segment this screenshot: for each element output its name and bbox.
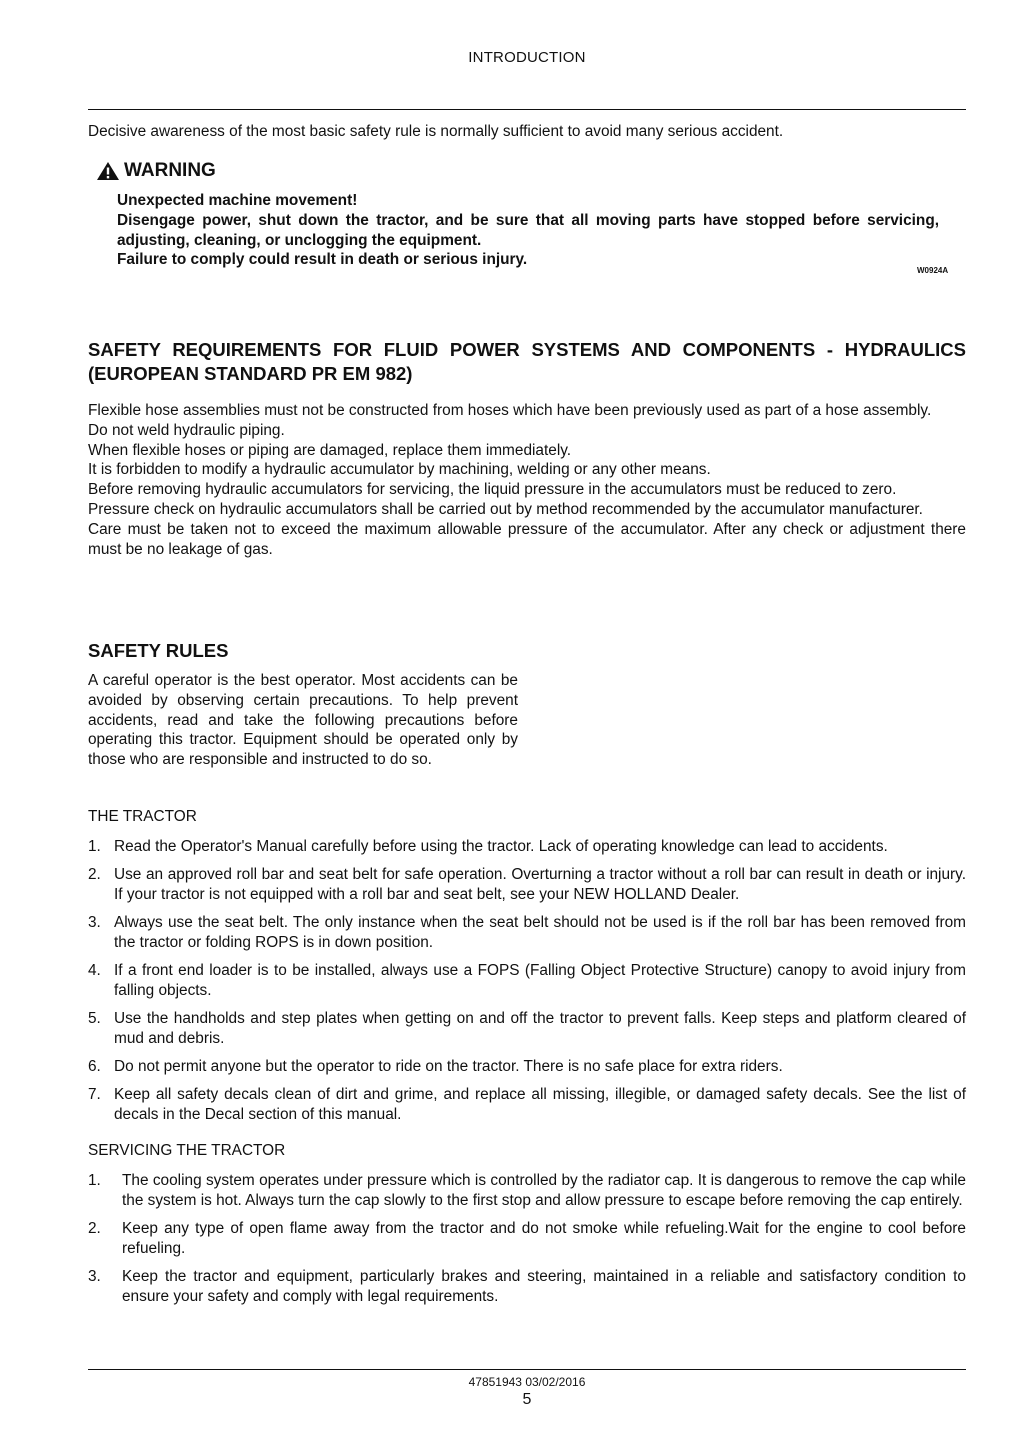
safety-rules-intro: A careful operator is the best operator. Most accidents can be avoided by observing certain precautions. To help prevent accidents, read and take the following precautions before operating this tractor. Equipment should be operated only by those who are responsible and instructed to do so. (88, 672, 518, 769)
list-item (88, 865, 966, 905)
intro-paragraph: Decisive awareness of the most basic safety rule is normally sufficient to avoid many serious accident. (88, 123, 784, 140)
list-item (88, 1267, 966, 1307)
warning-line: Disengage power, shut down the tractor, and be sure that all moving parts have stopped before servicing, adjusting, cleaning, or unclogging the equipment. (117, 211, 939, 249)
list-item (88, 1009, 966, 1049)
list-item (88, 1085, 966, 1125)
page-number: 5 (522, 1391, 532, 1408)
item-number: 5. (88, 1010, 101, 1028)
header-divider (88, 109, 966, 110)
fluid-power-paragraph: Do not weld hydraulic piping. (88, 421, 285, 439)
warning-triangle-icon (96, 161, 120, 181)
fluid-power-paragraph: Before removing hydraulic accumulators for servicing, the liquid pressure in the accumulators must be reduced to zero. (88, 481, 897, 499)
item-text: Keep the tractor and equipment, particularly brakes and steering, maintained in a reliable and satisfactory condition to ensure your safety and comply with legal requirements. (122, 1267, 966, 1305)
list-item (88, 1171, 966, 1211)
item-text: Always use the seat belt. The only instance when the seat belt should not be used is if the roll bar has been removed from the tractor or folding ROPS is in down position. (114, 914, 966, 951)
item-text: Read the Operator's Manual carefully before using the tractor. Lack of operating knowledge can lead to accidents. (114, 838, 888, 855)
footer-doc-reference: 47851943 03/02/2016 (468, 1375, 586, 1389)
item-number: 4. (88, 962, 101, 980)
list-item (88, 961, 966, 1001)
warning-line: Unexpected machine movement! (117, 192, 358, 209)
item-number: 6. (88, 1058, 101, 1076)
fluid-power-paragraph: Care must be taken not to exceed the maximum allowable pressure of the accumulator. After any check or adjustment there must be no leakage of gas. (88, 520, 966, 558)
item-text: Keep all safety decals clean of dirt and grime, and replace all missing, illegible, or damaged safety decals. See the list of decals in the Decal section of this manual. (114, 1086, 966, 1124)
fluid-power-paragraph: Flexible hose assemblies must not be constructed from hoses which have been previously used as part of a hose assembly. (88, 402, 932, 419)
fluid-power-paragraph: It is forbidden to modify a hydraulic accumulator by machining, welding or any other means. (88, 461, 711, 479)
item-text: The cooling system operates under pressure which is controlled by the radiator cap. It is dangerous to remove the cap while the system is hot. Always turn the cap slowly to the first stop and allow pressure to escape before removing the cap entirely. (122, 1172, 966, 1209)
item-number: 3. (88, 1267, 101, 1285)
warning-label: WARNING (124, 160, 216, 181)
fluid-power-heading: SAFETY REQUIREMENTS FOR FLUID POWER SYSTEMS AND COMPONENTS - HYDRAULICS (EUROPEAN STANDARD PR EM 982) (88, 339, 966, 384)
item-number: 7. (88, 1086, 101, 1104)
page-header-title: INTRODUCTION (468, 49, 586, 66)
item-number: 1. (88, 838, 101, 855)
fluid-power-paragraph: Pressure check on hydraulic accumulators shall be carried out by method recommended by the accumulator manufacturer. (88, 500, 923, 518)
footer-divider (88, 1369, 966, 1370)
servicing-subheading: SERVICING THE TRACTOR (88, 1142, 286, 1159)
warning-title (96, 160, 216, 182)
item-number: 2. (88, 1219, 101, 1237)
list-item (88, 1057, 966, 1077)
list-item (88, 913, 966, 953)
tractor-list (88, 837, 966, 1133)
item-number: 2. (88, 866, 101, 884)
item-number: 3. (88, 914, 101, 932)
fluid-power-body (88, 401, 966, 559)
list-item (88, 1219, 966, 1259)
item-number: 1. (88, 1172, 101, 1189)
servicing-list (88, 1171, 966, 1315)
list-item (88, 837, 966, 857)
item-text: If a front end loader is to be installed, always use a FOPS (Falling Object Protective Structure) canopy to avoid injury from falling objects. (114, 962, 966, 999)
tractor-subheading: THE TRACTOR (88, 808, 197, 825)
item-text: Use the handholds and step plates when getting on and off the tractor to prevent falls. Keep steps and platform cleared of mud and debris. (114, 1010, 966, 1047)
item-text: Keep any type of open flame away from the tractor and do not smoke while refueling.Wait for the engine to cool before refueling. (122, 1219, 966, 1257)
safety-rules-heading: SAFETY RULES (88, 640, 229, 661)
warning-body (117, 191, 939, 270)
warning-line: Failure to comply could result in death or serious injury. (117, 251, 528, 269)
fluid-power-paragraph: When flexible hoses or piping are damaged, replace them immediately. (88, 441, 572, 459)
item-text: Use an approved roll bar and seat belt for safe operation. Overturning a tractor without a roll bar can result in death or injury. If your tractor is not equipped with a roll bar and seat belt, see your NEW HOLLAND Dealer. (114, 866, 966, 903)
item-text: Do not permit anyone but the operator to ride on the tractor. There is no safe place for extra riders. (114, 1058, 783, 1076)
warning-code: W0924A (917, 266, 949, 275)
